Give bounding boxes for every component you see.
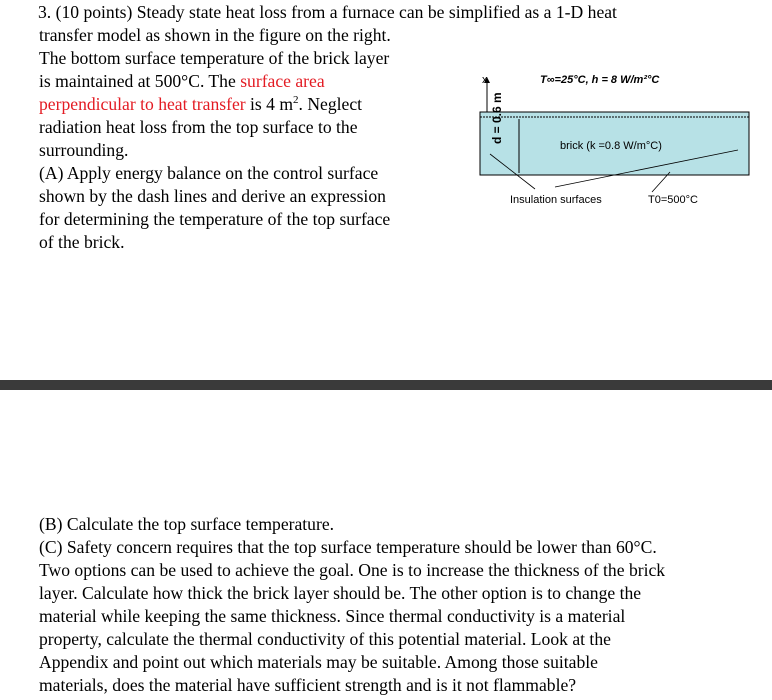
part-c-line-5: property, calculate the thermal conductivity of this potential material. Look at the — [39, 629, 611, 649]
part-a-line-2: shown by the dash lines and derive an expression — [39, 186, 386, 206]
part-c-line-4: material while keeping the same thickness. Since thermal conductivity is a material — [39, 606, 626, 626]
x-axis-label: x — [482, 74, 488, 86]
part-a-line-4: of the brick. — [39, 232, 125, 252]
question-line-2: transfer model as shown in the figure on the right. — [39, 25, 391, 45]
question-line-3: The bottom surface temperature of the brick layer — [39, 48, 390, 68]
top-boundary-condition: T∞=25°C, h = 8 W/m²°C — [540, 74, 660, 86]
question-line-4: is maintained at 500°C. The surface area — [39, 71, 325, 91]
thickness-label: d = 0.6 m — [490, 92, 504, 144]
brick-label: brick (k =0.8 W/m°C) — [560, 140, 662, 152]
part-c-line-1: (C) Safety concern requires that the top surface temperature should be lower than 60°C. — [39, 537, 657, 557]
question-line-7: surrounding. — [39, 140, 129, 160]
part-a-line-3: for determining the temperature of the top surface — [39, 209, 391, 229]
question-line-1: 3. (10 points) Steady state heat loss from a furnace can be simplified as a 1-D heat — [38, 2, 617, 22]
bottom-boundary-condition: T0=500°C — [648, 194, 698, 206]
question-line-5: perpendicular to heat transfer is 4 $m^2$. Neglect — [39, 94, 363, 114]
part-b-line: (B) Calculate the top surface temperature. — [39, 514, 335, 534]
highlight-perpendicular: perpendicular to heat transfer — [39, 94, 246, 114]
part-c-line-6: Appendix and point out which materials may be suitable. Among those suitable — [39, 652, 598, 672]
part-b-c-text — [39, 513, 665, 697]
insulation-label: Insulation surfaces — [510, 194, 602, 206]
page-divider — [0, 380, 772, 390]
part-a-line-1: (A) Apply energy balance on the control surface — [39, 163, 379, 183]
part-c-line-2: Two options can be used to achieve the goal. One is to increase the thickness of the brick — [39, 560, 666, 580]
highlight-surface-area: surface area — [240, 71, 325, 91]
question-line-6: radiation heat loss from the top surface to the — [39, 117, 358, 137]
part-c-line-3: layer. Calculate how thick the brick layer should be. The other option is to change the — [39, 583, 642, 603]
part-c-line-7: materials, does the material have sufficient strength and is it not flammable? — [39, 675, 577, 695]
